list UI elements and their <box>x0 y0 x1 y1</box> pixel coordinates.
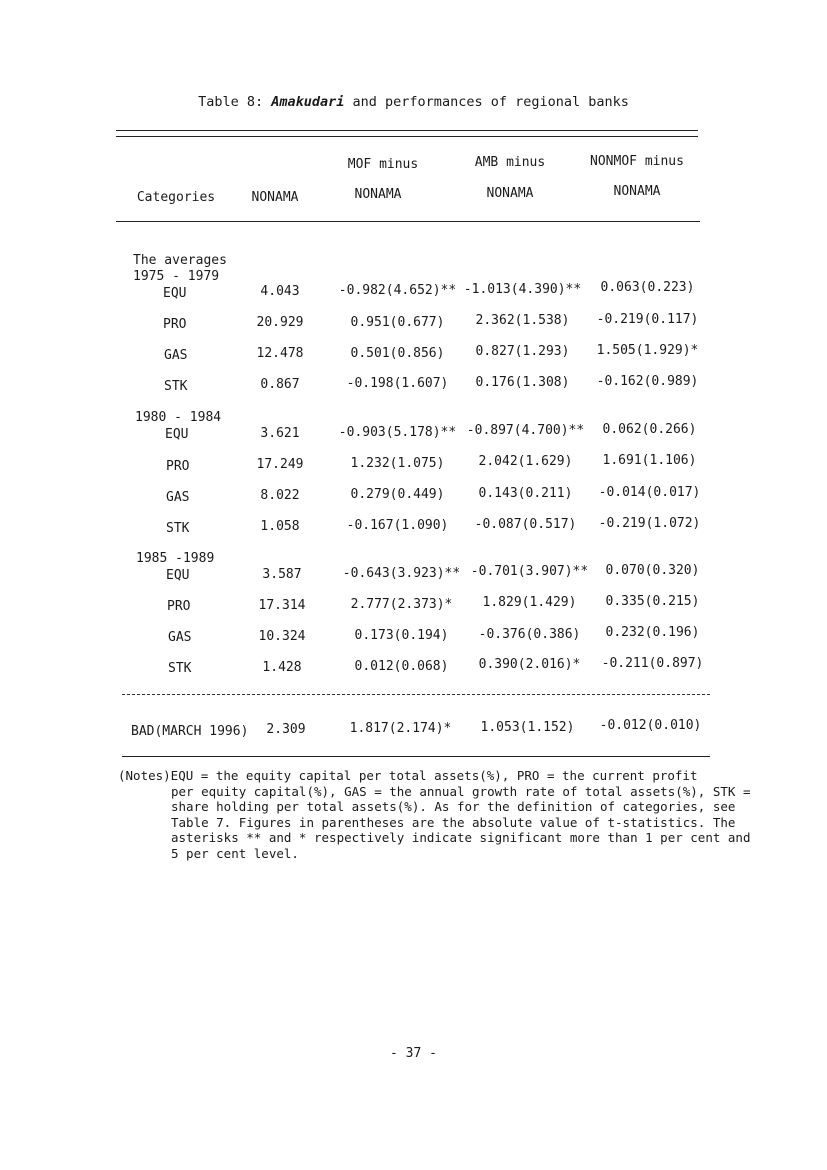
cell-nonama: 0.867 <box>260 377 300 392</box>
cell-amb: 0.143(0.211) <box>478 486 573 501</box>
cell-amb: 1.053(1.152) <box>480 720 575 735</box>
period-label: 1980 - 1984 <box>135 410 222 425</box>
cell-nonmof: -0.014(0.017) <box>598 485 701 500</box>
top-rule <box>116 130 698 131</box>
cell-mof: -0.643(3.923)** <box>342 566 461 581</box>
cell-nonama: 3.587 <box>262 567 302 582</box>
table-title <box>0 94 827 110</box>
row-category: STK <box>168 661 192 676</box>
cell-amb: 0.390(2.016)* <box>478 657 581 672</box>
row-category: EQU <box>163 286 187 301</box>
cell-amb: 0.827(1.293) <box>475 344 570 359</box>
cell-nonama: 12.478 <box>256 346 304 361</box>
row-category: STK <box>164 379 188 394</box>
cell-mof: 0.279(0.449) <box>350 487 445 502</box>
row-category: GAS <box>168 630 192 645</box>
header-amb-line1: AMB minus <box>474 155 546 170</box>
note-line: 5 per cent level. <box>171 845 299 861</box>
cell-mof: 0.501(0.856) <box>350 346 445 361</box>
row-category: GAS <box>164 348 188 363</box>
cell-amb: -0.087(0.517) <box>474 517 577 532</box>
cell-amb: -0.376(0.386) <box>478 627 581 642</box>
cell-amb: -0.897(4.700)** <box>466 423 585 438</box>
cell-nonmof: -0.012(0.010) <box>599 718 702 733</box>
cell-amb: -0.701(3.907)** <box>470 564 589 579</box>
cell-amb: 0.176(1.308) <box>475 375 570 390</box>
cell-mof: 1.232(1.075) <box>350 456 445 471</box>
cell-nonama: 17.314 <box>258 598 306 613</box>
cell-nonmof: -0.162(0.989) <box>596 374 699 389</box>
title-emphasis: Amakudari <box>271 94 345 110</box>
row-category: STK <box>166 521 190 536</box>
title-prefix: Table 8: <box>198 94 272 110</box>
header-nonmof-line1: NONMOF minus <box>590 154 684 169</box>
period-label: 1985 -1989 <box>136 551 215 566</box>
row-category: EQU <box>166 568 190 583</box>
cell-nonama: 2.309 <box>266 722 306 737</box>
row-category: PRO <box>167 599 191 614</box>
note-line: share holding per total assets(%). As for the definition of categories, see <box>171 799 736 814</box>
cell-mof: -0.198(1.607) <box>346 376 449 391</box>
cell-nonama: 10.324 <box>258 629 306 644</box>
cell-nonmof: 0.062(0.266) <box>602 422 697 437</box>
cell-nonmof: 0.070(0.320) <box>605 563 700 578</box>
cell-nonmof: 0.063(0.223) <box>600 280 695 295</box>
cell-mof: 0.173(0.194) <box>354 628 449 643</box>
cell-mof: -0.982(4.652)** <box>338 283 457 298</box>
header-categories: Categories <box>136 190 216 205</box>
bottom-rule <box>122 756 710 757</box>
cell-nonama: 3.621 <box>260 426 300 441</box>
cell-nonmof: 0.335(0.215) <box>605 594 700 609</box>
title-suffix: and performances of regional banks <box>344 94 629 110</box>
table-notes <box>118 768 758 861</box>
cell-nonama: 17.249 <box>256 457 304 472</box>
header-mof-line1: MOF minus <box>347 157 419 172</box>
cell-mof: 0.012(0.068) <box>354 659 449 674</box>
cell-amb: 2.362(1.538) <box>475 313 570 328</box>
cell-nonama: 1.428 <box>262 660 302 675</box>
cell-nonmof: 1.505(1.929)* <box>596 343 699 358</box>
period-label: 1975 - 1979 <box>133 269 220 284</box>
row-category: PRO <box>166 459 190 474</box>
row-category: BAD(MARCH 1996) <box>131 724 249 739</box>
header-rule <box>116 221 700 222</box>
note-line: per equity capital(%), GAS = the annual growth rate of total assets(%), STK = <box>171 783 751 799</box>
cell-amb: -1.013(4.390)** <box>463 282 582 297</box>
header-amb-line2: NONAMA <box>486 186 534 201</box>
cell-mof: -0.167(1.090) <box>346 518 449 533</box>
page-number: - 37 - <box>390 1046 437 1061</box>
cell-nonmof: -0.219(0.117) <box>596 312 699 327</box>
cell-mof: 1.817(2.174)* <box>349 721 452 736</box>
cell-nonmof: -0.219(1.072) <box>598 516 701 531</box>
cell-nonmof: 1.691(1.106) <box>602 453 697 468</box>
header-nonmof-line2: NONAMA <box>613 184 661 199</box>
row-category: EQU <box>165 427 189 442</box>
row-category: GAS <box>166 490 190 505</box>
top-rule-2 <box>116 136 698 137</box>
cell-nonama: 20.929 <box>256 315 304 330</box>
cell-mof: 2.777(2.373)* <box>350 597 453 612</box>
header-mof-line2: NONAMA <box>354 187 402 202</box>
averages-label: The averages <box>133 253 227 268</box>
header-nonama: NONAMA <box>251 190 299 205</box>
cell-mof: -0.903(5.178)** <box>338 425 457 440</box>
note-line: asterisks ** and * respectively indicate significant more than 1 per cent and <box>171 830 751 845</box>
cell-nonmof: 0.232(0.196) <box>605 625 700 640</box>
note-line: (Notes)EQU = the equity capital per total assets(%), PRO = the current profit <box>118 768 698 783</box>
cell-nonama: 4.043 <box>260 284 300 299</box>
note-line: Table 7. Figures in parentheses are the absolute value of t-statistics. The <box>171 814 736 830</box>
cell-nonama: 1.058 <box>260 519 300 534</box>
cell-amb: 2.042(1.629) <box>478 454 573 469</box>
cell-mof: 0.951(0.677) <box>350 315 445 330</box>
cell-nonama: 8.022 <box>260 488 300 503</box>
cell-amb: 1.829(1.429) <box>482 595 577 610</box>
cell-nonmof: -0.211(0.897) <box>601 656 704 671</box>
row-category: PRO <box>163 317 187 332</box>
dashed-divider <box>122 694 710 695</box>
